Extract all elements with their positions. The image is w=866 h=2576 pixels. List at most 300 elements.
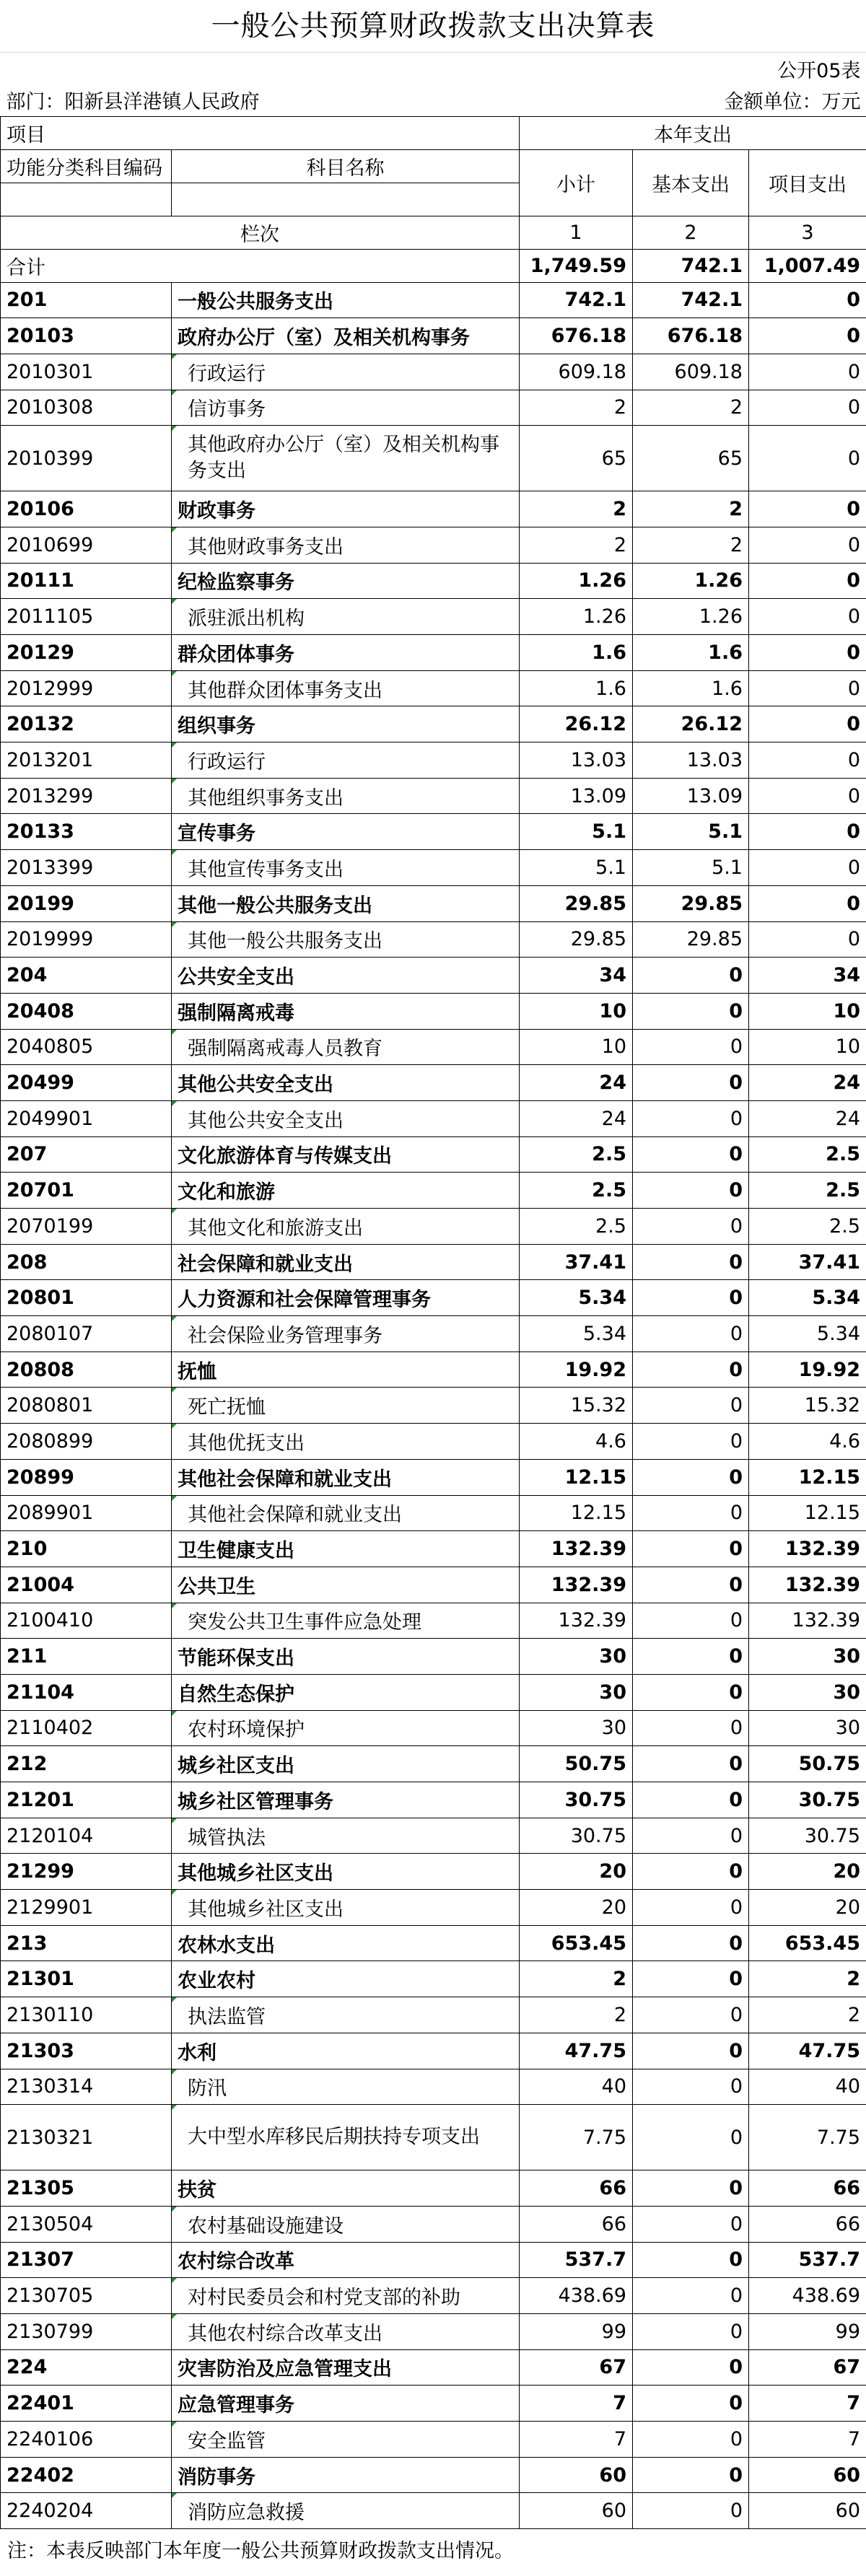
table-row	[1, 426, 866, 491]
row-subtotal: 66	[520, 2170, 633, 2207]
row-project: 37.41	[749, 1244, 866, 1280]
row-subtotal: 40	[520, 2069, 633, 2105]
row-project: 12.15	[749, 1495, 866, 1531]
row-basic: 2	[633, 527, 749, 563]
row-name: 农村基础设施建设	[172, 2206, 520, 2242]
row-basic: 0	[633, 1100, 749, 1136]
row-code: 207	[1, 1136, 172, 1173]
row-basic: 1.6	[633, 670, 749, 706]
row-name: 社会保险业务管理事务	[172, 1316, 520, 1352]
row-subtotal: 30.75	[520, 1818, 633, 1854]
total-subtotal: 1,749.59	[520, 249, 633, 282]
row-name: 文化和旅游	[172, 1173, 520, 1209]
row-name: 突发公共卫生事件应急处理	[172, 1603, 520, 1639]
row-subtotal: 60	[520, 2457, 633, 2493]
row-name: 农村环境保护	[172, 1710, 520, 1746]
row-code: 2130314	[1, 2069, 172, 2105]
row-subtotal: 19.92	[520, 1351, 633, 1388]
row-basic: 0	[633, 1925, 749, 1961]
row-subtotal: 609.18	[520, 354, 633, 390]
table-row	[1, 1388, 866, 1424]
row-basic: 1.6	[633, 635, 749, 671]
row-project: 50.75	[749, 1746, 866, 1782]
row-code: 2010308	[1, 390, 172, 426]
row-project: 10	[749, 993, 866, 1029]
row-project: 24	[749, 1100, 866, 1136]
header-code-blank	[1, 183, 172, 216]
row-subtotal: 2	[520, 527, 633, 563]
row-project: 653.45	[749, 1925, 866, 1961]
row-code: 20199	[1, 885, 172, 921]
row-name: 财政事务	[172, 491, 520, 527]
table-row	[1, 1495, 866, 1531]
row-name: 其他优抚支出	[172, 1424, 520, 1460]
row-name: 节能环保支出	[172, 1639, 520, 1675]
row-subtotal: 1.26	[520, 563, 633, 599]
row-name: 行政运行	[172, 742, 520, 779]
row-name: 卫生健康支出	[172, 1531, 520, 1567]
row-code: 2240106	[1, 2422, 172, 2458]
table-row	[1, 742, 866, 779]
row-subtotal: 2	[520, 390, 633, 426]
row-subtotal: 65	[520, 426, 633, 491]
table-row	[1, 993, 866, 1029]
header-code: 功能分类科目编码	[1, 149, 172, 183]
table-row	[1, 1818, 866, 1854]
header-col1: 1	[520, 216, 633, 249]
header-col3: 3	[749, 216, 866, 249]
row-code: 2100410	[1, 1603, 172, 1639]
row-basic: 29.85	[633, 921, 749, 958]
row-name: 安全监管	[172, 2422, 520, 2458]
row-subtotal: 2	[520, 491, 633, 527]
row-name: 其他城乡社区支出	[172, 1854, 520, 1890]
row-project: 19.92	[749, 1351, 866, 1388]
spacer-cell	[1, 53, 520, 84]
table-row	[1, 1603, 866, 1639]
row-name: 农业农村	[172, 1961, 520, 1997]
row-code: 2130799	[1, 2313, 172, 2349]
row-name: 纪检监察事务	[172, 563, 520, 599]
table-row	[1, 1961, 866, 1997]
row-name: 大中型水库移民后期扶持专项支出	[172, 2105, 520, 2170]
row-subtotal: 2.5	[520, 1173, 633, 1209]
row-subtotal: 30.75	[520, 1782, 633, 1818]
row-basic: 2	[633, 491, 749, 527]
row-code: 21104	[1, 1674, 172, 1710]
unit-label: 金额单位：万元	[724, 91, 861, 114]
row-name: 社会保障和就业支出	[172, 1244, 520, 1280]
table-row	[1, 1925, 866, 1961]
row-project: 2.5	[749, 1173, 866, 1209]
row-project: 40	[749, 2069, 866, 2105]
row-basic: 0	[633, 1209, 749, 1245]
row-basic: 1.26	[633, 599, 749, 635]
row-code: 20408	[1, 993, 172, 1029]
row-project: 0	[749, 491, 866, 527]
row-code: 2013299	[1, 778, 172, 814]
row-name: 农村综合改革	[172, 2242, 520, 2278]
row-name: 公共卫生	[172, 1567, 520, 1603]
row-code: 204	[1, 958, 172, 994]
row-basic: 0	[633, 2349, 749, 2386]
table-row	[1, 2457, 866, 2493]
row-project: 7	[749, 2386, 866, 2422]
row-code: 2011105	[1, 599, 172, 635]
header-col2: 2	[633, 216, 749, 249]
row-subtotal: 50.75	[520, 1746, 633, 1782]
row-code: 2240204	[1, 2493, 172, 2529]
row-basic: 0	[633, 958, 749, 994]
row-subtotal: 34	[520, 958, 633, 994]
table-row	[1, 958, 866, 994]
row-subtotal: 1.6	[520, 670, 633, 706]
row-project: 0	[749, 670, 866, 706]
row-name: 城乡社区支出	[172, 1746, 520, 1782]
table-row	[1, 2493, 866, 2529]
row-subtotal: 30	[520, 1710, 633, 1746]
row-basic: 0	[633, 1136, 749, 1173]
row-basic: 0	[633, 1818, 749, 1854]
row-code: 20106	[1, 491, 172, 527]
row-code: 2010399	[1, 426, 172, 491]
row-project: 0	[749, 850, 866, 886]
row-basic: 0	[633, 1351, 749, 1388]
row-subtotal: 67	[520, 2349, 633, 2386]
row-code: 224	[1, 2349, 172, 2386]
row-project: 15.32	[749, 1388, 866, 1424]
row-name: 其他一般公共服务支出	[172, 921, 520, 958]
table-row	[1, 1100, 866, 1136]
row-basic: 0	[633, 2105, 749, 2170]
row-name: 其他公共安全支出	[172, 1100, 520, 1136]
table-row	[1, 1639, 866, 1675]
row-name: 群众团体事务	[172, 635, 520, 671]
row-code: 20899	[1, 1459, 172, 1495]
row-subtotal: 20	[520, 1890, 633, 1926]
table-row	[1, 2033, 866, 2069]
row-subtotal: 653.45	[520, 1925, 633, 1961]
row-name: 其他组织事务支出	[172, 778, 520, 814]
row-subtotal: 132.39	[520, 1567, 633, 1603]
row-project: 30.75	[749, 1818, 866, 1854]
row-basic: 0	[633, 2242, 749, 2278]
row-name: 公共安全支出	[172, 958, 520, 994]
table-row	[1, 1244, 866, 1280]
table-row	[1, 390, 866, 426]
row-basic: 0	[633, 1997, 749, 2033]
row-subtotal: 7	[520, 2422, 633, 2458]
row-name: 城管执法	[172, 1818, 520, 1854]
page-title: 一般公共预算财政拨款支出决算表	[0, 0, 866, 53]
header-name: 科目名称	[172, 149, 520, 183]
table-row	[1, 1890, 866, 1926]
row-basic: 0	[633, 1603, 749, 1639]
row-code: 21305	[1, 2170, 172, 2207]
row-project: 0	[749, 921, 866, 958]
row-project: 66	[749, 2170, 866, 2207]
table-row	[1, 318, 866, 354]
table-row	[1, 563, 866, 599]
row-basic: 0	[633, 2278, 749, 2314]
table-row	[1, 1782, 866, 1818]
row-project: 60	[749, 2457, 866, 2493]
table-row	[1, 527, 866, 563]
table-row	[1, 2069, 866, 2105]
header-item: 项目	[1, 116, 520, 149]
row-basic: 0	[633, 2493, 749, 2529]
table-row	[1, 850, 866, 886]
row-subtotal: 47.75	[520, 2033, 633, 2069]
row-name: 抚恤	[172, 1351, 520, 1388]
row-basic: 0	[633, 1854, 749, 1890]
row-subtotal: 37.41	[520, 1244, 633, 1280]
row-code: 213	[1, 1925, 172, 1961]
row-basic: 0	[633, 1961, 749, 1997]
row-subtotal: 30	[520, 1639, 633, 1675]
row-code: 2019999	[1, 921, 172, 958]
row-project: 30.75	[749, 1782, 866, 1818]
total-basic: 742.1	[633, 249, 749, 282]
row-basic: 0	[633, 2206, 749, 2242]
row-basic: 0	[633, 1316, 749, 1352]
row-name: 应急管理事务	[172, 2386, 520, 2422]
row-project: 132.39	[749, 1567, 866, 1603]
row-subtotal: 537.7	[520, 2242, 633, 2278]
row-name: 其他群众团体事务支出	[172, 670, 520, 706]
row-code: 20111	[1, 563, 172, 599]
table-row	[1, 635, 866, 671]
table-row	[1, 1029, 866, 1065]
row-basic: 0	[633, 2313, 749, 2349]
table-row	[1, 1854, 866, 1890]
row-project: 537.7	[749, 2242, 866, 2278]
row-code: 21201	[1, 1782, 172, 1818]
row-code: 211	[1, 1639, 172, 1675]
table-row	[1, 1710, 866, 1746]
table-row	[1, 1173, 866, 1209]
table-row	[1, 1065, 866, 1101]
row-code: 20701	[1, 1173, 172, 1209]
row-project: 0	[749, 742, 866, 779]
row-project: 24	[749, 1065, 866, 1101]
row-subtotal: 1.26	[520, 599, 633, 635]
row-subtotal: 2	[520, 1961, 633, 1997]
row-name: 消防应急救援	[172, 2493, 520, 2529]
row-name: 其他财政事务支出	[172, 527, 520, 563]
row-code: 2110402	[1, 1710, 172, 1746]
row-name: 防汛	[172, 2069, 520, 2105]
row-code: 2089901	[1, 1495, 172, 1531]
row-project: 30	[749, 1639, 866, 1675]
row-project: 7	[749, 2422, 866, 2458]
row-project: 0	[749, 814, 866, 850]
row-code: 20132	[1, 706, 172, 742]
row-basic: 0	[633, 1674, 749, 1710]
row-basic: 742.1	[633, 282, 749, 318]
row-subtotal: 2	[520, 1997, 633, 2033]
row-subtotal: 1.6	[520, 635, 633, 671]
row-subtotal: 132.39	[520, 1531, 633, 1567]
row-code: 2080899	[1, 1424, 172, 1460]
row-name: 其他公共安全支出	[172, 1065, 520, 1101]
row-basic: 26.12	[633, 706, 749, 742]
row-project: 2	[749, 1961, 866, 1997]
row-project: 12.15	[749, 1459, 866, 1495]
row-subtotal: 5.1	[520, 850, 633, 886]
row-basic: 0	[633, 2170, 749, 2207]
table-row	[1, 282, 866, 318]
row-name: 人力资源和社会保障管理事务	[172, 1280, 520, 1316]
row-code: 2070199	[1, 1209, 172, 1245]
row-name: 执法监管	[172, 1997, 520, 2033]
row-code: 2130504	[1, 2206, 172, 2242]
row-subtotal: 26.12	[520, 706, 633, 742]
row-name: 农林水支出	[172, 1925, 520, 1961]
row-project: 0	[749, 527, 866, 563]
row-basic: 0	[633, 2033, 749, 2069]
row-code: 201	[1, 282, 172, 318]
row-basic: 0	[633, 1029, 749, 1065]
table-row	[1, 1316, 866, 1352]
row-code: 2130321	[1, 2105, 172, 2170]
row-project: 0	[749, 318, 866, 354]
row-basic: 0	[633, 2422, 749, 2458]
table-row	[1, 2242, 866, 2278]
row-project: 66	[749, 2206, 866, 2242]
header-basic: 基本支出	[633, 149, 749, 216]
row-code: 21307	[1, 2242, 172, 2278]
row-subtotal: 438.69	[520, 2278, 633, 2314]
row-code: 2130705	[1, 2278, 172, 2314]
table-row	[1, 1351, 866, 1388]
row-code: 20129	[1, 635, 172, 671]
row-code: 22401	[1, 2386, 172, 2422]
row-name: 自然生态保护	[172, 1674, 520, 1710]
row-code: 21301	[1, 1961, 172, 1997]
table-row	[1, 2170, 866, 2207]
row-project: 20	[749, 1854, 866, 1890]
row-subtotal: 2.5	[520, 1136, 633, 1173]
row-project: 2	[749, 1997, 866, 2033]
row-name: 其他宣传事务支出	[172, 850, 520, 886]
row-code: 20103	[1, 318, 172, 354]
row-code: 20499	[1, 1065, 172, 1101]
row-name: 其他城乡社区支出	[172, 1890, 520, 1926]
row-code: 2010301	[1, 354, 172, 390]
row-project: 47.75	[749, 2033, 866, 2069]
row-code: 210	[1, 1531, 172, 1567]
row-name: 对村民委员会和村党支部的补助	[172, 2278, 520, 2314]
row-name: 派驻派出机构	[172, 599, 520, 635]
header-project: 项目支出	[749, 149, 866, 216]
table-row	[1, 599, 866, 635]
row-subtotal: 30	[520, 1674, 633, 1710]
table-row	[1, 1424, 866, 1460]
row-basic: 0	[633, 1173, 749, 1209]
row-code: 2012999	[1, 670, 172, 706]
row-code: 2080107	[1, 1316, 172, 1352]
table-row	[1, 354, 866, 390]
row-subtotal: 12.15	[520, 1495, 633, 1531]
row-name: 扶贫	[172, 2170, 520, 2207]
table-row	[1, 885, 866, 921]
row-project: 0	[749, 706, 866, 742]
row-code: 2080801	[1, 1388, 172, 1424]
expenditure-table	[0, 53, 866, 2529]
row-code: 20801	[1, 1280, 172, 1316]
row-basic: 0	[633, 2069, 749, 2105]
row-project: 0	[749, 635, 866, 671]
row-basic: 5.1	[633, 850, 749, 886]
footnote: 注：本表反映部门本年度一般公共预算财政拨款支出情况。	[7, 2540, 514, 2563]
table-row	[1, 1531, 866, 1567]
row-subtotal: 7	[520, 2386, 633, 2422]
table-row	[1, 2206, 866, 2242]
row-subtotal: 60	[520, 2493, 633, 2529]
table-row	[1, 706, 866, 742]
row-subtotal: 29.85	[520, 885, 633, 921]
table-row	[1, 2422, 866, 2458]
table-row	[1, 1136, 866, 1173]
table-row	[1, 670, 866, 706]
row-code: 20133	[1, 814, 172, 850]
row-project: 60	[749, 2493, 866, 2529]
row-name: 强制隔离戒毒人员教育	[172, 1029, 520, 1065]
row-subtotal: 13.03	[520, 742, 633, 779]
row-basic: 0	[633, 1710, 749, 1746]
row-name: 政府办公厅（室）及相关机构事务	[172, 318, 520, 354]
row-basic: 0	[633, 1388, 749, 1424]
table-row	[1, 1746, 866, 1782]
header-col-label: 栏次	[1, 216, 520, 249]
row-project: 2.5	[749, 1136, 866, 1173]
row-basic: 0	[633, 1746, 749, 1782]
row-project: 99	[749, 2313, 866, 2349]
row-subtotal: 12.15	[520, 1459, 633, 1495]
row-basic: 0	[633, 1065, 749, 1101]
row-code: 21303	[1, 2033, 172, 2069]
row-subtotal: 132.39	[520, 1603, 633, 1639]
row-subtotal: 10	[520, 993, 633, 1029]
row-basic: 13.03	[633, 742, 749, 779]
row-name: 其他政府办公厅（室）及相关机构事务支出	[172, 426, 520, 491]
row-basic: 0	[633, 1495, 749, 1531]
row-project: 0	[749, 599, 866, 635]
row-name: 一般公共服务支出	[172, 282, 520, 318]
table-row	[1, 1567, 866, 1603]
row-project: 0	[749, 390, 866, 426]
row-project: 2.5	[749, 1209, 866, 1245]
row-name: 死亡抚恤	[172, 1388, 520, 1424]
row-code: 22402	[1, 2457, 172, 2493]
row-name: 消防事务	[172, 2457, 520, 2493]
table-row	[1, 2349, 866, 2386]
row-subtotal: 29.85	[520, 921, 633, 958]
table-number: 公开05表	[777, 59, 861, 82]
row-subtotal: 13.09	[520, 778, 633, 814]
row-project: 30	[749, 1674, 866, 1710]
row-basic: 1.26	[633, 563, 749, 599]
row-project: 438.69	[749, 2278, 866, 2314]
row-basic: 29.85	[633, 885, 749, 921]
row-basic: 0	[633, 1280, 749, 1316]
row-basic: 0	[633, 1639, 749, 1675]
row-name: 信访事务	[172, 390, 520, 426]
row-subtotal: 20	[520, 1854, 633, 1890]
row-project: 0	[749, 885, 866, 921]
row-name: 其他社会保障和就业支出	[172, 1459, 520, 1495]
